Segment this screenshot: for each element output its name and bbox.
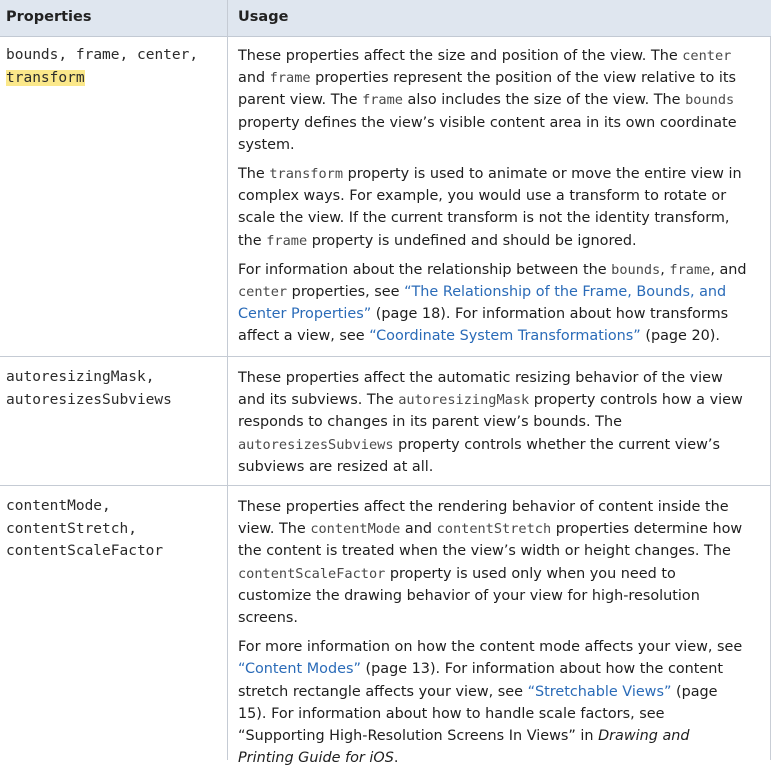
prop-name: autoresizingMask <box>6 369 146 385</box>
usage-paragraph: For information about the relationship between the bounds, frame, and center properties, see “The Relationship of the Frame, Bounds, and Center Properties” (page 18). For information about how transforms affect a view, see “Coordinate System Transformations” (page 20). <box>238 261 747 345</box>
prop-name: bounds <box>6 47 59 63</box>
prop-name: autoresizesSubviews <box>6 391 172 408</box>
usage-paragraph: For more information on how the content mode affects your view, see “Content Modes” (page 13). For information about how the content stretch rectangle affects your view, see “Stretchable Views” (page 15). For information about how to handle scale factors, see “Supporting High-Resolution Screens In Views” in Drawing and Printing Guide for iOS. <box>238 639 743 767</box>
usage-paragraph: These properties affect the size and position of the view. The center and frame properties represent the position of the view relative to its parent view. The frame also includes the size of the view. The bounds property defines the view’s visible content area in its own coordinate system. <box>238 48 737 153</box>
table-row-3-properties: contentMode, contentStretch, contentScaleFactor <box>6 498 164 559</box>
link-coordinate-transformations[interactable]: “Coordinate System Transformations” <box>369 328 641 345</box>
table-row-3-usage <box>238 496 748 776</box>
link-frame-bounds-center[interactable]: “The Relationship of the Frame, Bounds, and Center Properties” <box>238 284 727 323</box>
row-divider <box>0 485 771 486</box>
link-stretchable-views[interactable]: “Stretchable Views” <box>527 683 672 700</box>
prop-name: frame <box>75 47 120 63</box>
table-header <box>0 0 771 37</box>
header-usage: Usage <box>238 9 289 25</box>
link-content-modes[interactable]: “Content Modes” <box>238 661 361 678</box>
prop-name-highlighted: transform <box>6 69 85 86</box>
prop-name: contentScaleFactor <box>6 543 164 559</box>
table-row-1-properties: bounds, frame, center, transform <box>6 47 199 86</box>
prop-name: center <box>136 47 190 63</box>
table-row-2-properties: autoresizingMask, autoresizesSubviews <box>6 369 172 408</box>
usage-paragraph: These properties affect the rendering behavior of content inside the view. The contentMode and contentStretch properties determine how the content is treated when the view’s width or height changes. The contentScaleFactor property is used only when you need to customize the drawing behavior of your view for high-resolution screens. <box>238 499 743 627</box>
usage-paragraph: The transform property is used to animate or move the entire view in complex ways. For example, you would use a transform to rotate or scale the view. If the current transform is not the identity transform, the frame property is undefined and should be ignored. <box>238 166 742 249</box>
table-row-1-usage <box>238 45 748 355</box>
header-properties: Properties <box>6 9 92 25</box>
table-row-2-usage <box>238 367 748 485</box>
row-divider <box>0 356 771 357</box>
prop-name: contentMode <box>6 498 103 514</box>
prop-name: contentStretch <box>6 520 129 537</box>
usage-paragraph: These properties affect the automatic resizing behavior of the view and its subviews. The autoresizingMask property controls how a view responds to changes in its parent view’s bounds. The autoresizesSubviews property controls whether the current view’s subviews are resized at all. <box>238 370 743 475</box>
column-divider <box>227 0 228 760</box>
